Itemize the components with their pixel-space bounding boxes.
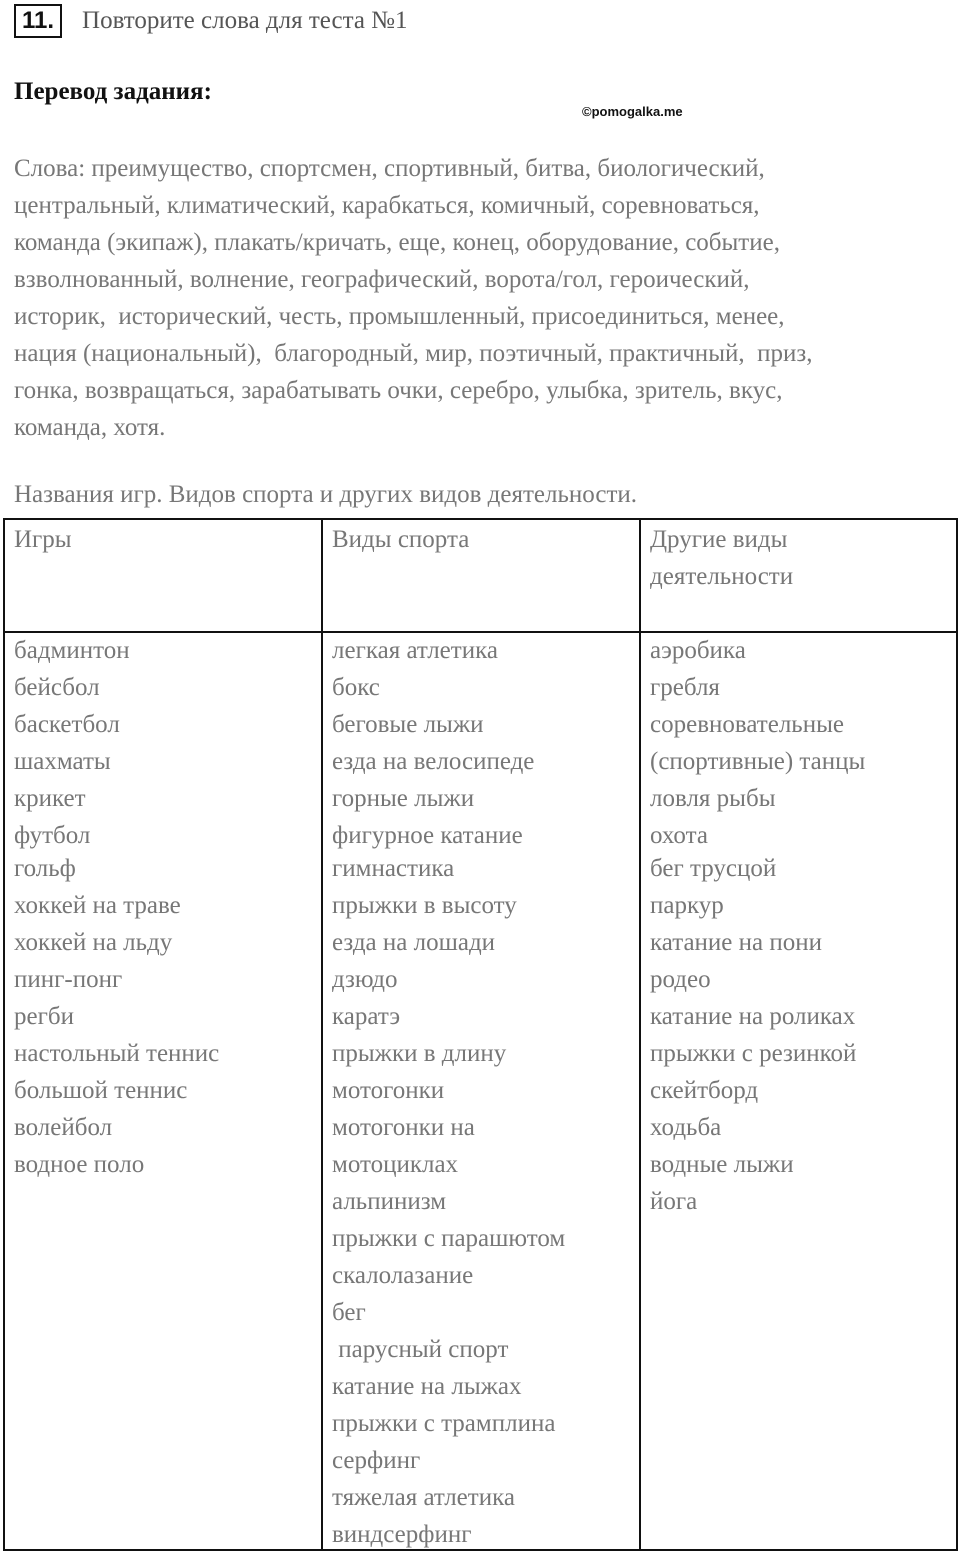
activity-item: скейтборд: [650, 1077, 759, 1104]
games-list: [14, 632, 219, 1183]
sport-item: виндсерфинг: [332, 1521, 472, 1548]
sport-item: мотогонки на: [332, 1114, 475, 1141]
column-divider: [321, 520, 323, 1549]
game-item: водное поло: [14, 1151, 145, 1178]
sport-item: дзюдо: [332, 966, 398, 993]
sport-item: горные лыжи: [332, 785, 475, 812]
header-line: Другие виды: [650, 526, 788, 553]
paragraph-line: центральный, климатический, карабкаться, комичный, соревноваться,: [14, 192, 760, 219]
paragraph-line: Слова: преимущество, спортсмен, спортивный, битва, биологический,: [14, 155, 765, 182]
sport-item: парусный спорт: [332, 1336, 509, 1363]
paragraph-line: команда (экипаж), плакать/кричать, еще, конец, оборудование, событие,: [14, 229, 780, 256]
sport-item: скалолазание: [332, 1262, 474, 1289]
game-item: бейсбол: [14, 674, 100, 701]
game-item: футбол: [14, 822, 91, 849]
activity-item: (спортивные) танцы: [650, 748, 866, 775]
game-item: большой теннис: [14, 1077, 188, 1104]
activity-item: гребля: [650, 674, 720, 701]
game-item: регби: [14, 1003, 74, 1030]
sport-item: легкая атлетика: [332, 637, 498, 664]
sport-item: катание на лыжах: [332, 1373, 522, 1400]
activity-item: прыжки с резинкой: [650, 1040, 857, 1067]
sport-item: мотогонки: [332, 1077, 445, 1104]
game-item: хоккей на траве: [14, 892, 181, 919]
sport-item: каратэ: [332, 1003, 401, 1030]
sport-item: бег: [332, 1299, 366, 1326]
sport-item: фигурное катание: [332, 822, 523, 849]
game-item: хоккей на льду: [14, 929, 173, 956]
task-number: 11.: [14, 4, 62, 38]
sports-list: [332, 632, 565, 1553]
game-item: настольный теннис: [14, 1040, 220, 1067]
task-title: Повторите слова для теста №1: [82, 7, 408, 34]
game-item: баскетбол: [14, 711, 120, 738]
game-item: шахматы: [14, 748, 111, 775]
sport-item: езда на велосипеде: [332, 748, 535, 775]
section-heading: Перевод задания:: [14, 78, 212, 105]
sport-item: прыжки с трамплина: [332, 1410, 556, 1437]
activity-item: катание на пони: [650, 929, 823, 956]
vocabulary-table: [3, 518, 958, 1551]
sport-item: гимнастика: [332, 855, 455, 882]
activity-item: охота: [650, 822, 708, 849]
game-item: гольф: [14, 855, 76, 882]
header-line: Виды спорта: [332, 526, 470, 553]
activity-item: аэробика: [650, 637, 746, 664]
sport-item: мотоциклах: [332, 1151, 459, 1178]
paragraph-line: гонка, возвращаться, зарабатывать очки, серебро, улыбка, зритель, вкус,: [14, 377, 783, 404]
words-paragraph: [14, 150, 944, 446]
activity-item: катание на роликах: [650, 1003, 856, 1030]
header-sports: [332, 520, 469, 558]
activity-item: бег трусцой: [650, 855, 777, 882]
table-caption: Названия игр. Видов спорта и других видов деятельности.: [14, 481, 638, 508]
activity-item: йога: [650, 1188, 698, 1215]
game-item: бадминтон: [14, 637, 130, 664]
column-divider: [639, 520, 641, 1549]
paragraph-line: историк, исторический, честь, промышленный, присоединиться, менее,: [14, 303, 785, 330]
sport-item: прыжки с парашютом: [332, 1225, 566, 1252]
sport-item: езда на лошади: [332, 929, 496, 956]
activity-item: паркур: [650, 892, 724, 919]
header-line: Игры: [14, 526, 72, 553]
activity-item: ходьба: [650, 1114, 722, 1141]
header-games: [14, 520, 72, 558]
sport-item: бокс: [332, 674, 380, 701]
activity-item: соревновательные: [650, 711, 844, 738]
activity-item: ловля рыбы: [650, 785, 776, 812]
paragraph-line: команда, хотя.: [14, 414, 166, 441]
watermark: ©pomogalka.me: [582, 104, 683, 119]
sport-item: альпинизм: [332, 1188, 447, 1215]
sport-item: серфинг: [332, 1447, 421, 1474]
activity-item: водные лыжи: [650, 1151, 794, 1178]
header-line: деятельности: [650, 563, 794, 590]
game-item: пинг-понг: [14, 966, 123, 993]
game-item: крикет: [14, 785, 86, 812]
paragraph-line: нация (национальный), благородный, мир, поэтичный, практичный, приз,: [14, 340, 813, 367]
sport-item: тяжелая атлетика: [332, 1484, 515, 1511]
paragraph-line: взволнованный, волнение, географический, ворота/гол, героический,: [14, 266, 750, 293]
task-header: [14, 4, 408, 38]
header-other: [650, 520, 793, 595]
sport-item: беговые лыжи: [332, 711, 484, 738]
sport-item: прыжки в высоту: [332, 892, 517, 919]
activity-item: родео: [650, 966, 711, 993]
other-activities-list: [650, 632, 865, 1220]
sport-item: прыжки в длину: [332, 1040, 507, 1067]
game-item: волейбол: [14, 1114, 113, 1141]
